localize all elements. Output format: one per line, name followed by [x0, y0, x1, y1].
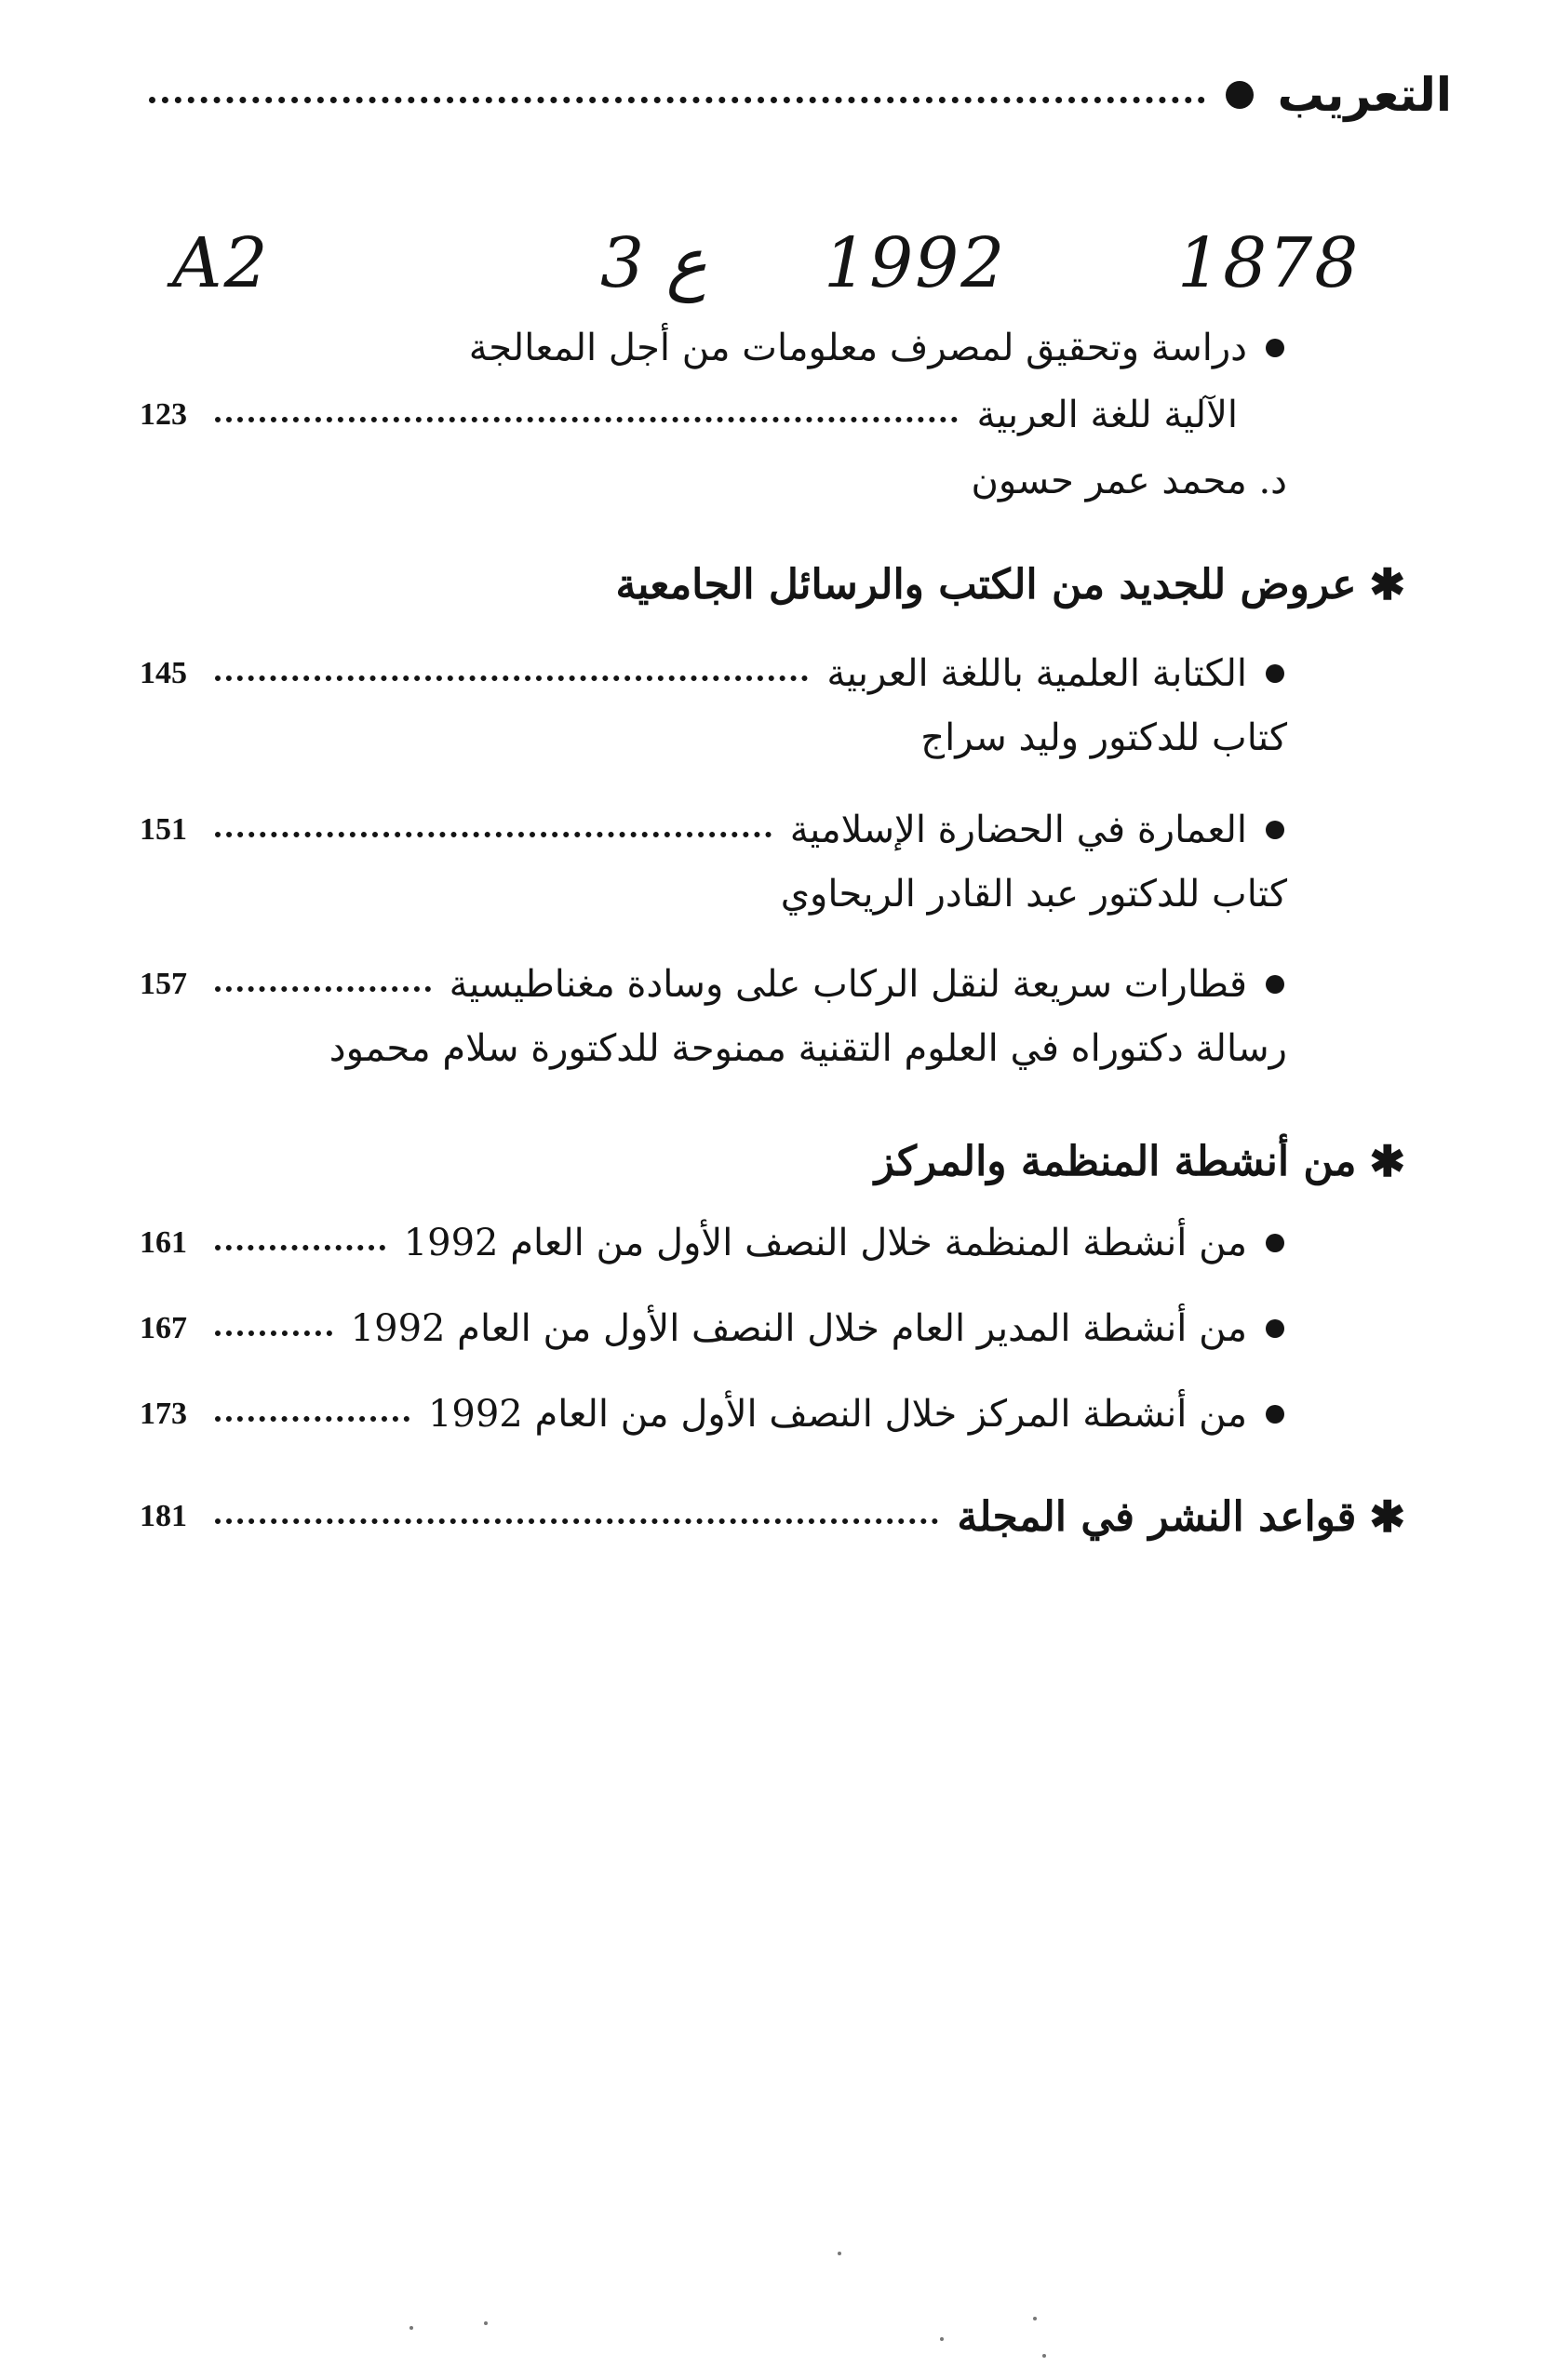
- toc-entry-continuation: [140, 381, 1238, 448]
- entry-title: من أنشطة المركز خلال النصف الأول من العام 1992: [427, 1393, 1247, 1436]
- entry-note: كتاب للدكتور عبد القادر الريحاوي: [780, 873, 1287, 916]
- page-number: 151: [140, 812, 187, 847]
- handwritten-code: A2: [172, 223, 270, 303]
- leader-dots: [215, 1330, 332, 1336]
- asterisk-icon: ✱: [1369, 1136, 1405, 1186]
- running-header: [149, 67, 1452, 123]
- header-bullet-icon: [1226, 81, 1254, 109]
- asterisk-icon: ✱: [1369, 1491, 1405, 1542]
- scan-speck: [940, 2337, 944, 2341]
- bullet-icon: [1266, 664, 1284, 683]
- leader-dots: [215, 832, 772, 837]
- bullet-icon: [1266, 1405, 1284, 1424]
- handwritten-annotation: [172, 214, 1361, 316]
- leader-dots: [215, 675, 808, 681]
- section-title: عروض للجديد من الكتب والرسائل الجامعية: [615, 560, 1357, 608]
- toc-entry: [140, 1381, 1284, 1448]
- page-number: 173: [140, 1397, 187, 1431]
- leader-dots: [215, 417, 958, 422]
- handwritten-issue: 3 ع: [600, 223, 707, 303]
- page-number: 181: [140, 1499, 187, 1533]
- entry-title-line: الآلية للغة العربية: [976, 394, 1238, 436]
- section-heading: [140, 551, 1405, 618]
- entry-title: من أنشطة المدير العام خلال النصف الأول من العام 1992: [350, 1307, 1247, 1350]
- entry-title: العمارة في الحضارة الإسلامية: [789, 809, 1247, 851]
- entry-author: د. محمد عمر حسون: [971, 460, 1287, 502]
- scan-speck: [838, 2252, 841, 2255]
- leader-dots: [215, 1518, 938, 1524]
- section-heading: [140, 1128, 1405, 1195]
- entry-title-line: دراسة وتحقيق لمصرف معلومات من أجل المعالجة: [468, 327, 1247, 369]
- page-number: 167: [140, 1311, 187, 1345]
- toc-entry: [140, 314, 1284, 381]
- toc-entry: [140, 1210, 1284, 1277]
- entry-note: كتاب للدكتور وليد سراج: [920, 716, 1287, 759]
- handwritten-year: 1992: [824, 223, 1007, 303]
- page-number: 123: [140, 397, 187, 432]
- toc-entry: [140, 951, 1284, 1018]
- bullet-icon: [1266, 1319, 1284, 1338]
- toc-entry: [140, 640, 1284, 707]
- header-dotted-rule: [149, 97, 1205, 103]
- bullet-icon: [1266, 339, 1284, 357]
- page-number: 157: [140, 967, 187, 1001]
- entry-note: رسالة دكتوراه في العلوم التقنية ممنوحة للدكتورة سلام محمود: [329, 1027, 1287, 1070]
- leader-dots: [215, 1416, 409, 1422]
- scan-speck: [1033, 2317, 1037, 2320]
- scan-speck: [484, 2321, 488, 2325]
- entry-title: الكتابة العلمية باللغة العربية: [826, 652, 1247, 695]
- toc-entry: [140, 1295, 1284, 1362]
- bullet-icon: [1266, 975, 1284, 994]
- toc-entry: [140, 796, 1284, 863]
- section-heading: [140, 1483, 1405, 1550]
- section-title: قواعد النشر في المجلة: [957, 1492, 1357, 1541]
- entry-title: قطارات سريعة لنقل الركاب على وسادة مغناطيسية: [449, 963, 1247, 1006]
- entry-title: من أنشطة المنظمة خلال النصف الأول من العام 1992: [403, 1222, 1247, 1264]
- page-number: 145: [140, 656, 187, 690]
- handwritten-number: 1878: [1177, 223, 1361, 303]
- section-title: من أنشطة المنظمة والمركز: [874, 1137, 1357, 1185]
- bullet-icon: [1266, 821, 1284, 839]
- bullet-icon: [1266, 1234, 1284, 1252]
- leader-dots: [215, 986, 431, 992]
- leader-dots: [215, 1245, 385, 1250]
- asterisk-icon: ✱: [1369, 559, 1405, 609]
- journal-title: التعريب: [1277, 68, 1452, 122]
- scan-speck: [409, 2326, 413, 2330]
- page-number: 161: [140, 1225, 187, 1260]
- scan-speck: [1042, 2354, 1046, 2358]
